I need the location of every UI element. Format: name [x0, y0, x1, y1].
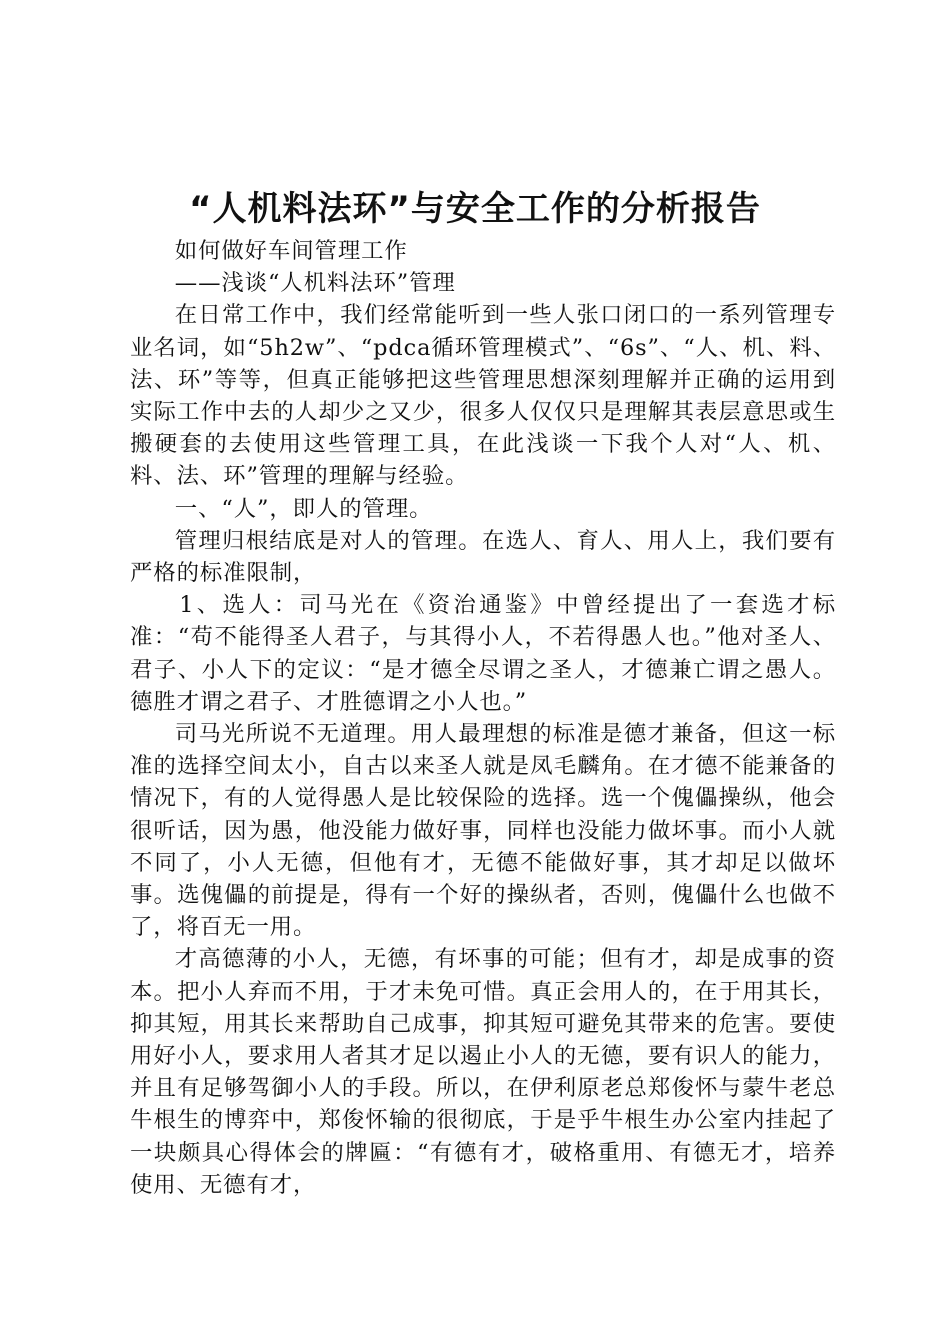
paragraph-selection: 1、选人：司马光在《资治通鉴》中曾经提出了一套选才标准：“苟不能得圣人君子，与其得小人，不若得愚人也。”他对圣人、君子、小人下的定议：“是才德全尽谓之圣人，才德兼亡谓之愚人。德胜才谓之君子、才胜德谓之小人也。” [130, 592, 836, 715]
paragraph-intro: 在日常工作中，我们经常能听到一些人张口闭口的一系列管理专业名词，如“5h2w”、“pdca循环管理模式”、“6s”、“人、机、料、法、环”等等，但真正能够把这些管理思想深刻理解并正确的运用到实际工作中去的人却少之又少，很多人仅仅只是理解其表层意思或生搬硬套的去使用这些管理工具，在此浅谈一下我个人对“人、机、料、法、环”管理的理解与经验。 [130, 302, 836, 490]
section-heading-people: 一、“人”，即人的管理。 [174, 495, 433, 522]
paragraph-sima-guang: 司马光所说不无道理。用人最理想的标准是德才兼备，但这一标准的选择空间太小，自古以来圣人就是凤毛麟角。在才德不能兼备的情况下，有的人觉得愚人是比较保险的选择。选一个傀儡操纵，他会很听话，因为愚，他没能力做好事，同样也没能力做坏事。而小人就不同了，小人无德，但他有才，无德不能做好事，其才却足以做坏事。选傀儡的前提是，得有一个好的操纵者，否则，傀儡什么也做不了，将百无一用。 [130, 721, 836, 941]
document-body [130, 235, 836, 1201]
paragraph-subtitle: 如何做好车间管理工作 [174, 238, 408, 264]
document-title: “人机料法环”与安全工作的分析报告 [189, 189, 761, 229]
paragraph-management: 管理归根结底是对人的管理。在选人、育人、用人上，我们要有严格的标准限制， [130, 527, 836, 587]
paragraph-talent: 才高德薄的小人，无德，有坏事的可能；但有才，却是成事的资本。把小人弃而不用，于才未免可惜。真正会用人的，在于用其长，抑其短，用其长来帮助自己成事，抑其短可避免其带来的危害。要使用好小人，要求用人者其才足以遏止小人的无德，要有识人的能力，并且有足够驾御小人的手段。所以，在伊利原老总郑俊怀与蒙牛老总牛根生的博弈中，郑俊怀输的很彻底，于是乎牛根生办公室内挂起了一块颇具心得体会的牌匾：“有德有才，破格重用、有德无才，培养使用、无德有才， [130, 946, 836, 1198]
paragraph-sub-subtitle: ——浅谈“人机料法环”管理 [174, 270, 456, 297]
